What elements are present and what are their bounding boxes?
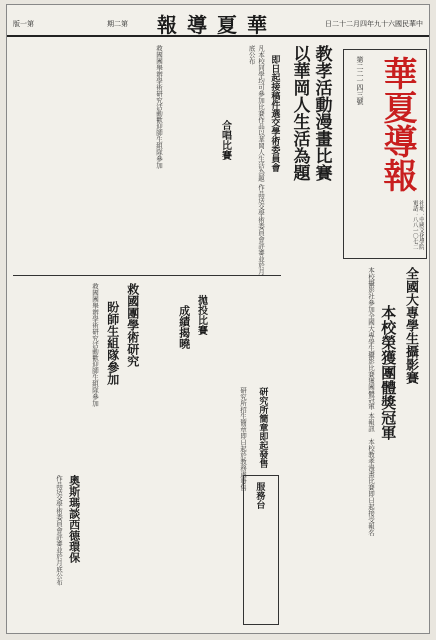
issue-label: 期二第 bbox=[107, 20, 128, 28]
bottom-left-body bbox=[13, 475, 63, 625]
body-text: 救國團舉辦學術研究活動歡迎師生組隊參加 bbox=[155, 45, 163, 169]
left-top-body bbox=[103, 45, 163, 270]
newspaper-page bbox=[6, 4, 430, 634]
main-headline-2: 以華岡人生活為題 bbox=[289, 45, 310, 181]
results-headline: 成績揭曉 bbox=[177, 305, 191, 349]
grad-headline: 研究所簡章即起發售 bbox=[257, 387, 268, 468]
logo: 華夏導報 bbox=[377, 56, 417, 192]
page-label: 版一第 bbox=[13, 20, 34, 28]
throw-headline: 拋投比賽 bbox=[195, 295, 207, 335]
date-line: 日二十二月四年九十六國民華中 bbox=[325, 20, 423, 28]
body-text: 凡本校同學均可參加比賽作品以華岡人生活為題 bbox=[257, 45, 265, 182]
main-article-body bbox=[167, 45, 265, 275]
body-text: 本報訊 本校教孝漫畫比賽即日起接受報名 bbox=[367, 412, 375, 536]
body-text: 作品送交學術委員會評審並於月底公布 bbox=[247, 45, 265, 275]
body-text: 救國團舉辦學術研究活動歡迎師生組隊參加 bbox=[91, 283, 99, 407]
right-headline-1: 全國大專學生攝影賽 bbox=[402, 267, 418, 384]
body-text: 作品送交學術委員會評審並於月底公布 bbox=[55, 475, 63, 586]
page-header bbox=[7, 5, 429, 37]
section-rule bbox=[13, 275, 281, 276]
body-text: 研究所招生簡章即日起於教務處發售 bbox=[239, 387, 247, 491]
publisher-info: 社址：中國文化學院 電話：八八一〇七二 bbox=[411, 200, 424, 250]
service-box bbox=[243, 475, 279, 625]
sports-headline: 奧斯瑪談西德環保 bbox=[67, 475, 81, 563]
main-subhead: 即日起接稿件選交學術委員會 bbox=[269, 55, 280, 172]
edu-article-body bbox=[13, 283, 99, 473]
grad-article-body bbox=[147, 387, 247, 627]
masthead: 報導夏華 bbox=[157, 13, 277, 37]
chorus-headline: 合唱比賽 bbox=[219, 120, 231, 160]
right-article-body bbox=[285, 267, 375, 627]
main-headline-1: 教孝活動漫畫比賽 bbox=[311, 45, 332, 181]
right-headline-2: 本校榮獲團體獎冠軍 bbox=[379, 305, 398, 440]
body-text: 本校攝影社參加全國大專學生攝影比賽獲團體冠軍 bbox=[367, 267, 375, 410]
edu-headline-1: 救國團學術研究 bbox=[125, 283, 140, 367]
nameplate-box bbox=[343, 49, 427, 259]
service-label: 服務台 bbox=[254, 482, 265, 509]
edu-headline-2: 盼師生組隊參加 bbox=[105, 301, 120, 385]
issue-number: 第二二一四三號 bbox=[356, 56, 364, 105]
